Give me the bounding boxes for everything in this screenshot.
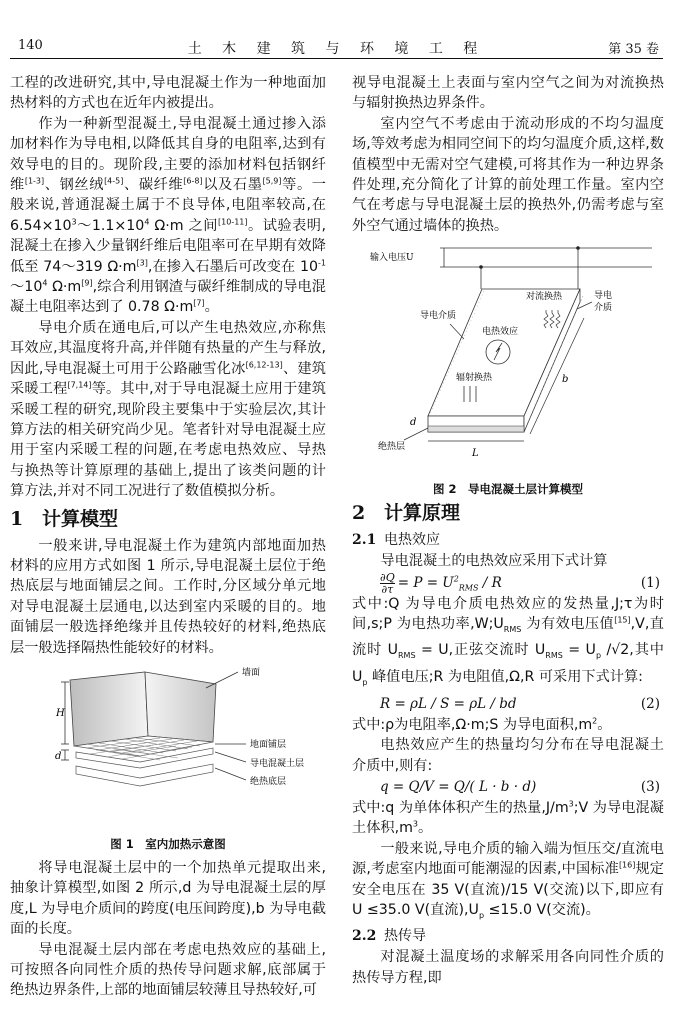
citation[interactable]: [10-11] <box>218 217 248 227</box>
citation[interactable]: [7] <box>193 298 205 308</box>
citation[interactable]: [1-3] <box>24 176 45 186</box>
header-rule <box>10 58 663 59</box>
journal-title: 土 木 建 筑 与 环 境 工 程 <box>187 41 486 57</box>
paragraph: 一般来讲,导电混凝土作为建筑内部地面加热材料的应用方式如图 1 所示,导电混凝土层位于绝热底层与地面铺层之间。工作时,分区域分单元地对导电混凝土层通电,以达到室内采暖的目的。地面铺层一般选择绝缘并且传热较好的材料,绝热底层一般选择隔热性能较好的材料。 <box>10 537 326 656</box>
figure-2 <box>352 236 664 496</box>
citation[interactable]: [16] <box>618 860 636 870</box>
figure-1 <box>10 658 326 850</box>
paragraph: 导电介质在通电后,可以产生电热效应,亦称焦耳效应,其温度将升高,并伴随有热量的产生与释放,因此,导电混凝土可用于公路融雪化冰[6,12-13]、建筑采暖工程[7,14]等。其中,对于导电混凝土应用于建筑采暖工程的研究,现阶段主要集中于实验层次,其计算方法的相关研究尚少见。笔者针对导电混凝土应用于室内采暖工程的问题,在考虑电热效应、导热与换热等计算原理的基础上,提出了该类问题的计算方法,并对不同工况进行了数值模拟分析。 <box>10 319 326 500</box>
label-insulation: 绝热层 <box>378 442 406 453</box>
paragraph: 导电混凝土层内部在考虑电热效应的基础上,可按照各向同性介质的热传导问题求解,底部属于绝热边界条件,上部的地面铺层较薄且导热较好,可 <box>10 941 326 999</box>
label-conductive-medium-right: 介质 <box>594 303 613 314</box>
paragraph: 对混凝土温度场的求解采用各向同性介质的热传导方程,即 <box>352 949 664 986</box>
running-header <box>0 38 673 60</box>
label-radiation: 辐射换热 <box>456 373 493 384</box>
equation-number: (1) <box>640 574 660 591</box>
label-joule-effect: 电热效应 <box>482 327 519 338</box>
label-conductive-medium-right: 导电 <box>594 291 613 302</box>
paragraph: 式中:Q 为导电介质电热效应的发热量,J;τ为时间,s;P 为电热功率$,W;U_{RMS}$ 为有效电压值[15],V,直流时 $U_{RMS} = U$,正弦交流时 $U_{RMS} = U_p$ /√2,其中 $U_p$ 峰值电压;R 为电阻值,Ω,R 可采用下式计算: <box>352 595 664 687</box>
label-input-voltage: 输入电压U <box>370 253 414 264</box>
citation[interactable]: [9] <box>81 278 93 288</box>
equation-3: q = Q/V = Q/( L · b · d) (3) <box>352 776 664 798</box>
section-heading: 2 计算原理 <box>352 502 461 525</box>
page-number: 140 <box>18 38 43 53</box>
section-heading: 1 计算模型 <box>10 507 119 530</box>
figure-1-caption: 图 1 室内加热示意图 <box>110 837 226 852</box>
citation[interactable]: [6-8] <box>183 176 203 186</box>
subsection-heading: 2.2 热传导 <box>352 928 426 945</box>
label-b: b <box>562 374 569 386</box>
figure-2-caption: 图 2 导电混凝土层计算模型 <box>432 481 583 496</box>
label-convection: 对流换热 <box>526 292 563 303</box>
paragraph: 室内空气不考虑由于流动形成的不均匀温度场,等效考虑为相同空间下的均匀温度介质,这样,数值模型中无需对空气建模,可将其作为一种边界条件处理,充分简化了计算的前处理工作量。室内空气在考虑与导电混凝土层的换热外,仍需考虑与室外空气通过墙体的换热。 <box>352 115 664 234</box>
label-concrete-layer: 导电混凝土层 <box>250 758 305 769</box>
equation-2: R = ρL / S = ρL / bd (2) <box>352 693 664 715</box>
citation[interactable]: [3] <box>136 257 148 267</box>
label-conductive-medium-left: 导电介质 <box>420 311 457 322</box>
label-floor-layer: 地面铺层 <box>250 739 287 750</box>
wall-left <box>70 672 148 746</box>
label-d: d <box>410 417 417 429</box>
right-column <box>352 73 664 988</box>
label-H: H <box>56 707 65 719</box>
equation-number: (3) <box>640 778 660 795</box>
paragraph: 式中:ρ为电阻率,Ω·m;S 为导电面积$,m^2$。 <box>352 716 612 733</box>
label-d: d <box>55 750 62 762</box>
citation[interactable]: [6,12-13] <box>245 359 283 369</box>
citation[interactable]: [7,14] <box>67 380 92 390</box>
figure-2-diagram <box>352 236 664 472</box>
label-L: L <box>472 448 479 460</box>
equation-1: $\frac{\partial Q}{\partial\tau}$ = $P = U^2_{RMS} / R$ (1) <box>380 570 660 596</box>
paragraph: 导电混凝土的电热效应采用下式计算 <box>380 553 608 570</box>
equation-number: (2) <box>640 695 660 712</box>
wall-right <box>145 672 216 742</box>
subsection-heading: 2.1 电热效应 <box>352 532 440 549</box>
paragraph: 一般来说,导电介质的输入端为恒压交/直流电源,考虑室内地面可能潮湿的因素,中国标准[16]规定安全电压在 35 V(直流)/15 V(交流)以下,即应有 U ≤35.0 V(直流)$,U_p \le 15.0$ V(交流)。 <box>352 840 664 920</box>
citation[interactable]: [5,9] <box>262 176 282 186</box>
paragraph: 工程的改进研究,其中,导电混凝土作为一种地面加热材料的方式也在近年内被提出。 <box>10 75 326 112</box>
paragraph: 式中:q 为单体体积产生的热量$,J/m^3;V$ 为导电混凝土体积$,m^3$。 <box>352 799 664 837</box>
paragraph: 电热效应产生的热量均匀分布在导电混凝土介质中,则有: <box>352 737 664 774</box>
citation[interactable]: [4-5] <box>104 176 124 186</box>
paragraph: 将导电混凝土层中的一个加热单元提取出来,抽象计算模型,如图 2 所示,d 为导电混凝土层的厚度,L 为导电介质间的跨度(电压间跨度),b 为导电截面的长度。 <box>10 859 326 938</box>
label-insulation-layer: 绝热底层 <box>250 776 287 787</box>
label-wall: 墙面 <box>242 667 261 678</box>
paragraph: 视导电混凝土上表面与室内空气之间为对流换热与辐射换热边界条件。 <box>352 75 664 112</box>
figure-1-diagram <box>10 658 326 828</box>
citation[interactable]: [15] <box>614 615 631 625</box>
left-column <box>10 73 326 1001</box>
volume-label: 第 35 卷 <box>608 42 659 57</box>
paragraph: 作为一种新型混凝土,导电混凝土通过掺入添加材料作为导电相,以降低其自身的电阻率,达到有效导电的目的。现阶段,主要的添加材料包括钢纤维[1-3]、钢丝绒[4-5]、碳纤维[6-8]以及石墨[5,9]等。一般来说,普通混凝土属于不良导体,电阻率较高,在 $6.54\times 10^3\sim 1.1\times 10^4$ Ω·m 之间[10-11]。试验表明,混凝土在掺入少量钢纤维后电阻率可在早期有效降低至 74～319 Ω·m[3],在掺入石墨后可改变在 $10^{-1}\sim 10^4$ Ω·m[9],综合利用钢渣与碳纤维制成的导电混凝土电阻率达到了 0.78 Ω·m[7]。 <box>10 115 326 316</box>
